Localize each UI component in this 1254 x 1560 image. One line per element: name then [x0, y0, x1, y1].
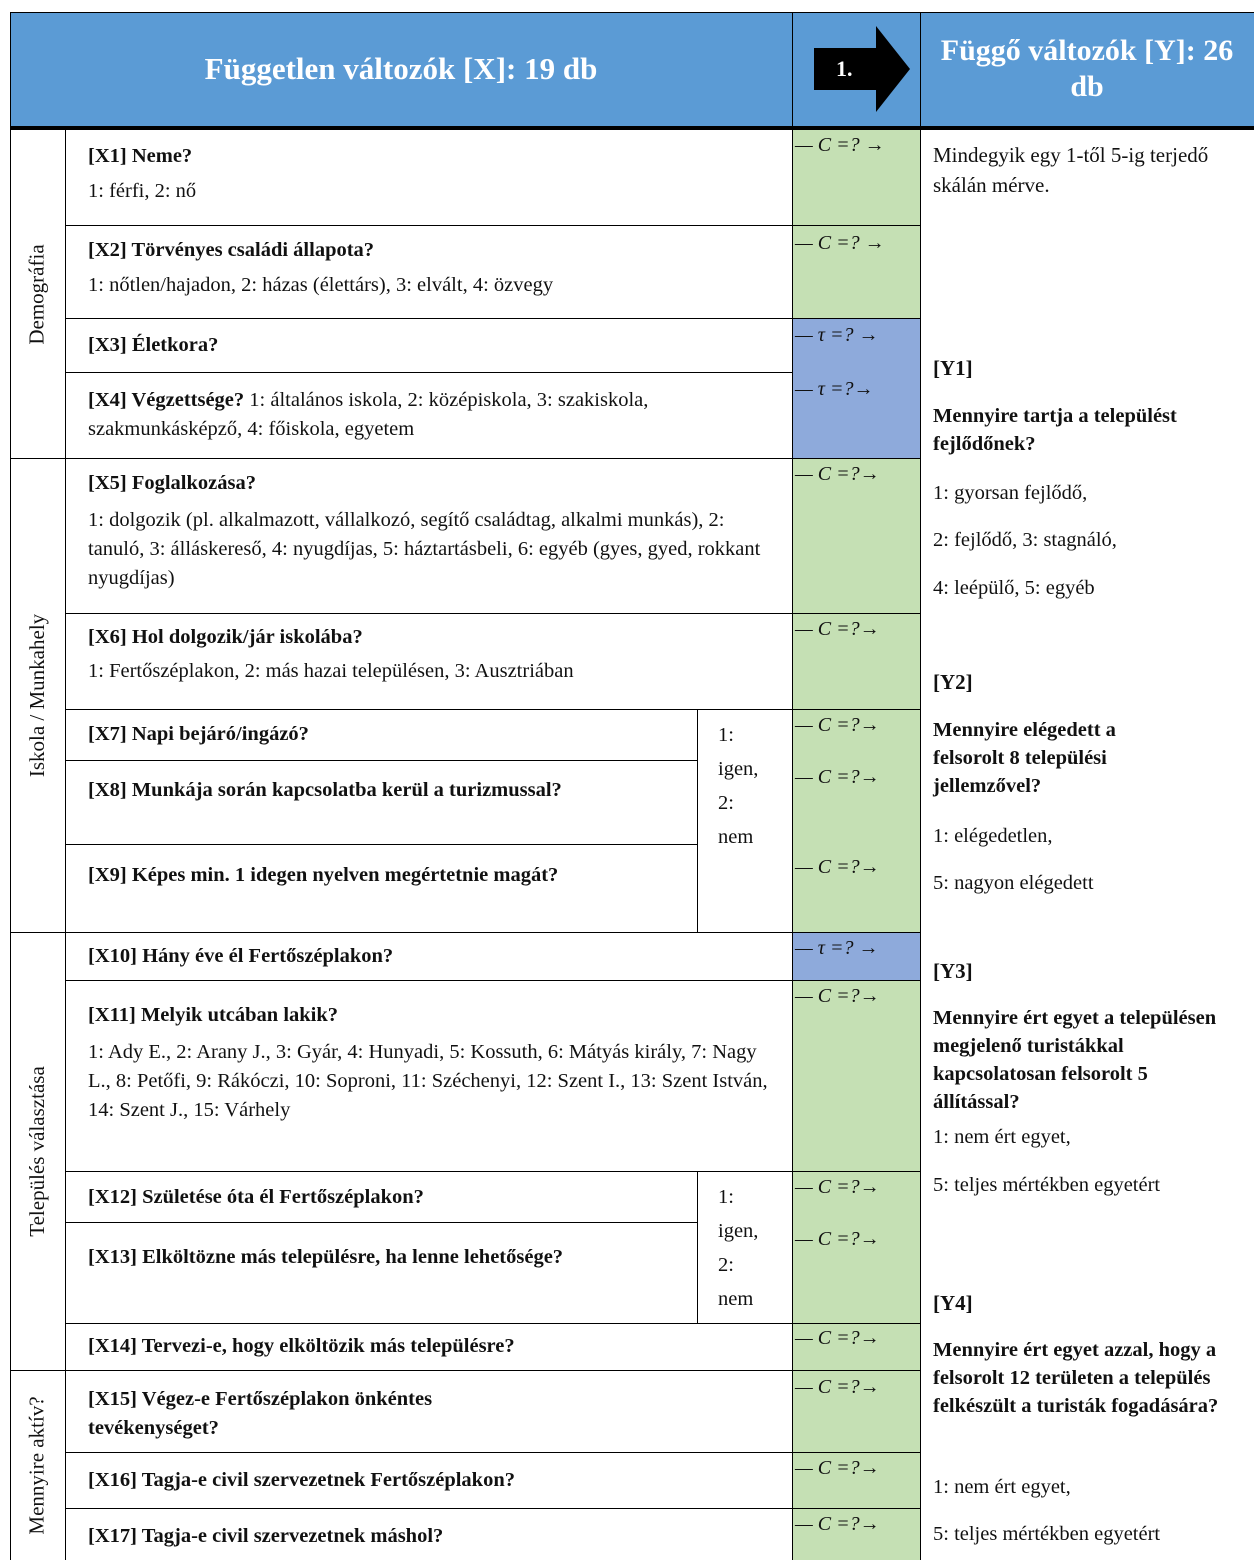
y1-answer-2: 2: fejlődő, 3: stagnáló,	[933, 529, 1117, 551]
row-x17	[65, 1522, 792, 1551]
x11-question: [X11] Melyik utcában lakik?	[88, 1004, 339, 1026]
test-x6: — C =?→	[795, 618, 880, 640]
row-x8	[65, 776, 697, 805]
dependent-title: Függő változók [Y]: 26 db	[940, 34, 1234, 103]
y1-answer-1: 1: gyorsan fejlődő,	[933, 482, 1088, 504]
y2-answer-1: 1: elégedetlen,	[933, 825, 1053, 847]
y2-answer-2: 5: nagyon elégedett	[933, 872, 1094, 894]
x10-question: [X10] Hány éve él Fertőszéplakon?	[88, 945, 394, 967]
y3-answer-1: 1: nem ért egyet,	[933, 1126, 1071, 1148]
test-x11: — C =?→	[795, 985, 880, 1007]
x17-question: [X17] Tagja-e civil szervezetnek máshol?	[88, 1525, 444, 1547]
x8-question: [X8] Munkája során kapcsolatba kerül a turizmussal?	[88, 779, 562, 801]
step-label: 1.	[836, 56, 853, 81]
group-telepules-valasztasa: Település választása	[25, 1065, 50, 1237]
test-x9: — C =?→	[795, 856, 880, 878]
y4-answer-1: 1: nem ért egyet,	[933, 1476, 1071, 1498]
group-demografia: Demográfia	[25, 243, 50, 345]
y1-answer-3: 4: leépülő, 5: egyéb	[933, 577, 1095, 599]
row-x13	[65, 1243, 697, 1272]
y4-tag: [Y4]	[933, 1291, 973, 1315]
y4-question: Mennyire ért egyet azzal, hogy a felsorolt 12 területen a település felkészült a turisták fogadására?	[933, 1339, 1219, 1417]
test-x10: — τ =? →	[795, 937, 879, 959]
row-x16	[65, 1466, 792, 1495]
row-x7	[65, 720, 697, 749]
test-x8: — C =?→	[795, 766, 880, 788]
x14-question: [X14] Tervezi-e, hogy elköltözik más településre?	[88, 1335, 515, 1357]
row-x11	[65, 1001, 792, 1125]
row-x6	[65, 623, 792, 690]
x2-question: [X2] Törvényes családi állapota?	[88, 239, 375, 261]
test-x14: — C =?→	[795, 1327, 880, 1349]
test-x2: — C =? →	[795, 232, 885, 254]
y3-tag: [Y3]	[933, 959, 973, 983]
x6-question: [X6] Hol dolgozik/jár iskolába?	[88, 626, 363, 648]
yes-no-legend-1: 1: igen, 2: nem	[718, 724, 759, 848]
group-mennyire-aktiv: Mennyire aktív?	[25, 1395, 50, 1535]
dependent-header	[920, 12, 1254, 126]
x4-question: [X4] Végzettsége?	[88, 389, 245, 411]
row-x15	[65, 1385, 792, 1443]
y2-question: Mennyire elégedett a felsorolt 8 települési jellemzővel?	[933, 719, 1116, 797]
x15-question: [X15] Végez-e Fertőszéplakon önkéntes tevékenységet?	[88, 1388, 433, 1439]
x1-question: [X1] Neme?	[88, 145, 193, 167]
x11-answers: 1: Ady E., 2: Arany J., 3: Gyár, 4: Hunyadi, 5: Kossuth, 6: Mátyás király, 7: Nagy L., 8: Petőfi, 9: Rákóczi, 10: Soproni, 11: Széchenyi, 12: Szent I., 13: Szent István, 14: Szent J., 15: Várhely	[88, 1041, 768, 1121]
x3-question: [X3] Életkora?	[88, 334, 219, 356]
independent-header	[10, 12, 792, 126]
test-x5: — C =?→	[795, 463, 880, 485]
chi-fill-1	[792, 130, 920, 318]
test-x15: — C =?→	[795, 1376, 880, 1398]
row-x3	[65, 331, 792, 360]
y-intro: Mindegyik egy 1-től 5-ig terjedő skálán mérve.	[933, 143, 1209, 197]
row-x12	[65, 1183, 697, 1212]
y1-tag: [Y1]	[933, 356, 973, 380]
x2-answers: 1: nőtlen/hajadon, 2: házas (élettárs), 3: elvált, 4: özvegy	[88, 274, 554, 296]
y4-answer-2: 5: teljes mértékben egyetért	[933, 1523, 1161, 1545]
x9-question: [X9] Képes min. 1 idegen nyelven megértetnie magát?	[88, 864, 559, 886]
x16-question: [X16] Tagja-e civil szervezetnek Fertőszéplakon?	[88, 1469, 515, 1491]
test-x7: — C =?→	[795, 714, 880, 736]
row-x4	[65, 386, 792, 444]
test-x16: — C =?→	[795, 1457, 880, 1479]
test-x3: — τ =? →	[795, 324, 879, 346]
x12-question: [X12] Születése óta él Fertőszéplakon?	[88, 1186, 424, 1208]
right-arrow-icon	[792, 12, 920, 126]
x5-question: [X5] Foglalkozása?	[88, 472, 256, 494]
x7-question: [X7] Napi bejáró/ingázó?	[88, 723, 309, 745]
y3-question: Mennyire ért egyet a településen megjelenő turistákkal kapcsolatosan felsorolt 5 állítással?	[933, 1007, 1217, 1113]
test-x12: — C =?→	[795, 1176, 880, 1198]
row-x10	[65, 942, 792, 971]
arrow-header	[792, 12, 920, 126]
test-x17: — C =?→	[795, 1513, 880, 1535]
test-x13: — C =?→	[795, 1228, 880, 1250]
x5-answers: 1: dolgozik (pl. alkalmazott, vállalkozó, segítő családtag, alkalmi munkás), 2: tanuló, 3: álláskereső, 4: nyugdíjas, 5: háztartásbeli, 6: egyéb (gyes, gyed, rokkant nyugdíjas)	[88, 509, 761, 589]
x6-answers: 1: Fertőszéplakon, 2: más hazai településen, 3: Ausztriában	[88, 660, 574, 682]
test-x1: — C =? →	[795, 134, 885, 156]
row-x1	[65, 142, 792, 211]
x13-question: [X13] Elköltözne más településre, ha lenne lehetősége?	[88, 1246, 564, 1268]
x1-answers: 1: férfi, 2: nő	[88, 180, 197, 202]
test-x4: — τ =?→	[795, 378, 874, 400]
y1-question: Mennyire tartja a települést fejlődőnek?	[933, 405, 1177, 455]
row-x14	[65, 1332, 792, 1361]
group-iskola-munkahely: Iskola / Munkahely	[25, 613, 49, 777]
y3-answer-2: 5: teljes mértékben egyetért	[933, 1174, 1161, 1196]
independent-title: Független változók [X]: 19 db	[204, 51, 598, 86]
y2-tag: [Y2]	[933, 670, 973, 694]
x4-answers: 1: általános iskola, 2: középiskola, 3: szakiskola, szakmunkásképző, 4: főiskola, egyetem	[88, 389, 649, 440]
row-x2	[65, 236, 792, 305]
row-x9	[65, 861, 697, 890]
row-x5	[65, 469, 792, 593]
yes-no-legend-2: 1: igen, 2: nem	[718, 1186, 759, 1310]
